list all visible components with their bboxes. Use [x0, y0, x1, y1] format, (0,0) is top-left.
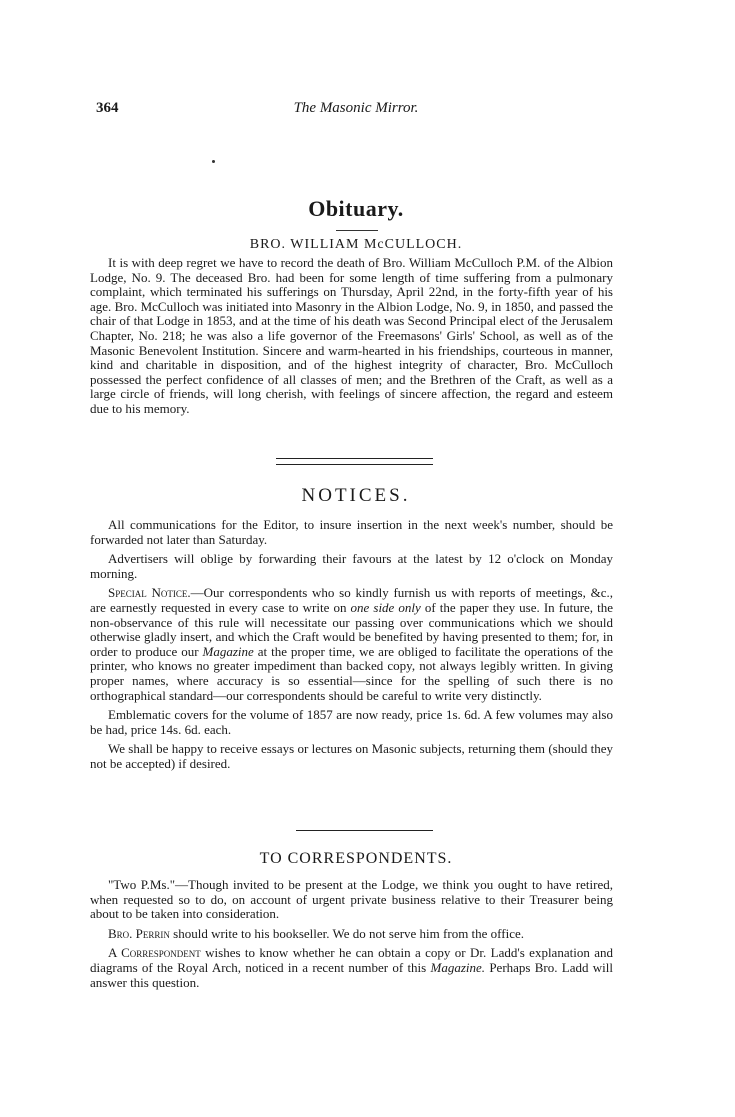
notices-body	[90, 518, 613, 777]
notice-paragraph-5: We shall be happy to receive essays or lectures on Masonic subjects, returning them (should they not be accepted) if desired.	[90, 741, 613, 771]
double-divider	[276, 458, 433, 465]
running-title: The Masonic Mirror.	[293, 100, 419, 116]
obituary-paragraph: It is with deep regret we have to record the death of Bro. William McCulloch P.M. of the Albion Lodge, No. 9. The deceased Bro. had been for some length of time suffering from a pulmonary complaint, which terminated his sufferings on Thursday, April 22nd, in the forty-fifth year of his age. Bro. McCulloch was initiated into Masonry in the Albion Lodge, No. 9, in 1850, and passed the chair of that Lodge in 1853, and at the time of his death was Second Principal elect of the Jerusalem Chapter, No. 218; he was also a life governor of the Freemasons' Girls' School, as well as of the Masonic Benevolent Institution. Sincere and warm-hearted in his friendships, courteous in manner, kind and charitable in disposition, and of the highest integrity of character, Bro. McCulloch possessed the perfect confidence of all classes of men; and the Brethren of the Craft, as well as a large circle of friends, will long cherish, with feelings of sincere affection, the regard and esteem due to his memory.	[90, 255, 613, 416]
correspondent-text: Perhaps Bro. Ladd will answer this question.	[90, 959, 614, 990]
special-notice-lead: Special Notice.	[108, 585, 191, 601]
obituary-heading: Obituary.	[308, 196, 404, 221]
notice-paragraph-3	[90, 586, 613, 703]
single-divider	[296, 830, 433, 831]
correspondent-paragraph-1: "Two P.Ms."—Though invited to be present at the Lodge, we think you ought to have retired, when requested so to do, on account of urgent private business relative to their Treasurer being about to be taken into consideration.	[90, 877, 613, 922]
correspondents-heading: TO CORRESPONDENTS.	[259, 850, 453, 867]
correspondent-paragraph-2	[90, 927, 613, 942]
notice-text: of the paper they use. In future, the non-observance of this rule will necessitate our passing over communications which we should otherwise gladly insert, and which the Craft would be benefited by having presented to them; for, in order to produce our	[90, 599, 614, 659]
correspondent-text: wishes to know whether he can obtain a copy or Dr. Ladd's explanation and diagrams of the Royal Arch, noticed in a recent number of this	[90, 945, 613, 975]
page-header	[96, 100, 616, 122]
notices-heading: NOTICES.	[301, 485, 411, 506]
notice-paragraph-2: Advertisers will oblige by forwarding their favours at the latest by 12 o'clock on Monday morning.	[90, 551, 613, 581]
correspondent-paragraph-3	[90, 946, 613, 990]
correspondents-body	[90, 878, 613, 995]
page-number: 364	[96, 100, 119, 116]
obituary-body	[90, 256, 613, 422]
correspondent-emphasis: Magazine.	[430, 959, 486, 975]
correspondent-lead: A Correspondent	[108, 945, 201, 961]
ink-speck	[212, 160, 215, 163]
correspondent-lead: Bro. Perrin	[108, 925, 170, 941]
obituary-subtitle: BRO. WILLIAM McCULLOCH.	[249, 237, 463, 252]
short-divider	[336, 230, 378, 231]
notice-paragraph-4: Emblematic covers for the volume of 1857 are now ready, price 1s. 6d. A few volumes may also be had, price 14s. 6d. each.	[90, 707, 613, 737]
notice-text: —Our correspondents who so kindly furnish us with reports of meetings, &c., are earnestly requested in every case to write on	[90, 585, 613, 615]
correspondent-text: should write to his bookseller. We do not serve him from the office.	[169, 925, 525, 941]
notice-text: at the proper time, we are obliged to facilitate the operations of the printer, who knows no greater impediment than backed copy, not always legibly written. In giving proper names, where accuracy is so essential—since for the spelling of such there is no orthographical standard—our correspondents should be careful to write very distinctly.	[90, 643, 613, 703]
notice-paragraph-1: All communications for the Editor, to insure insertion in the next week's number, should be forwarded not later than Saturday.	[90, 517, 613, 547]
notice-emphasis: Magazine	[202, 643, 254, 659]
notice-emphasis: one side only	[350, 599, 421, 615]
